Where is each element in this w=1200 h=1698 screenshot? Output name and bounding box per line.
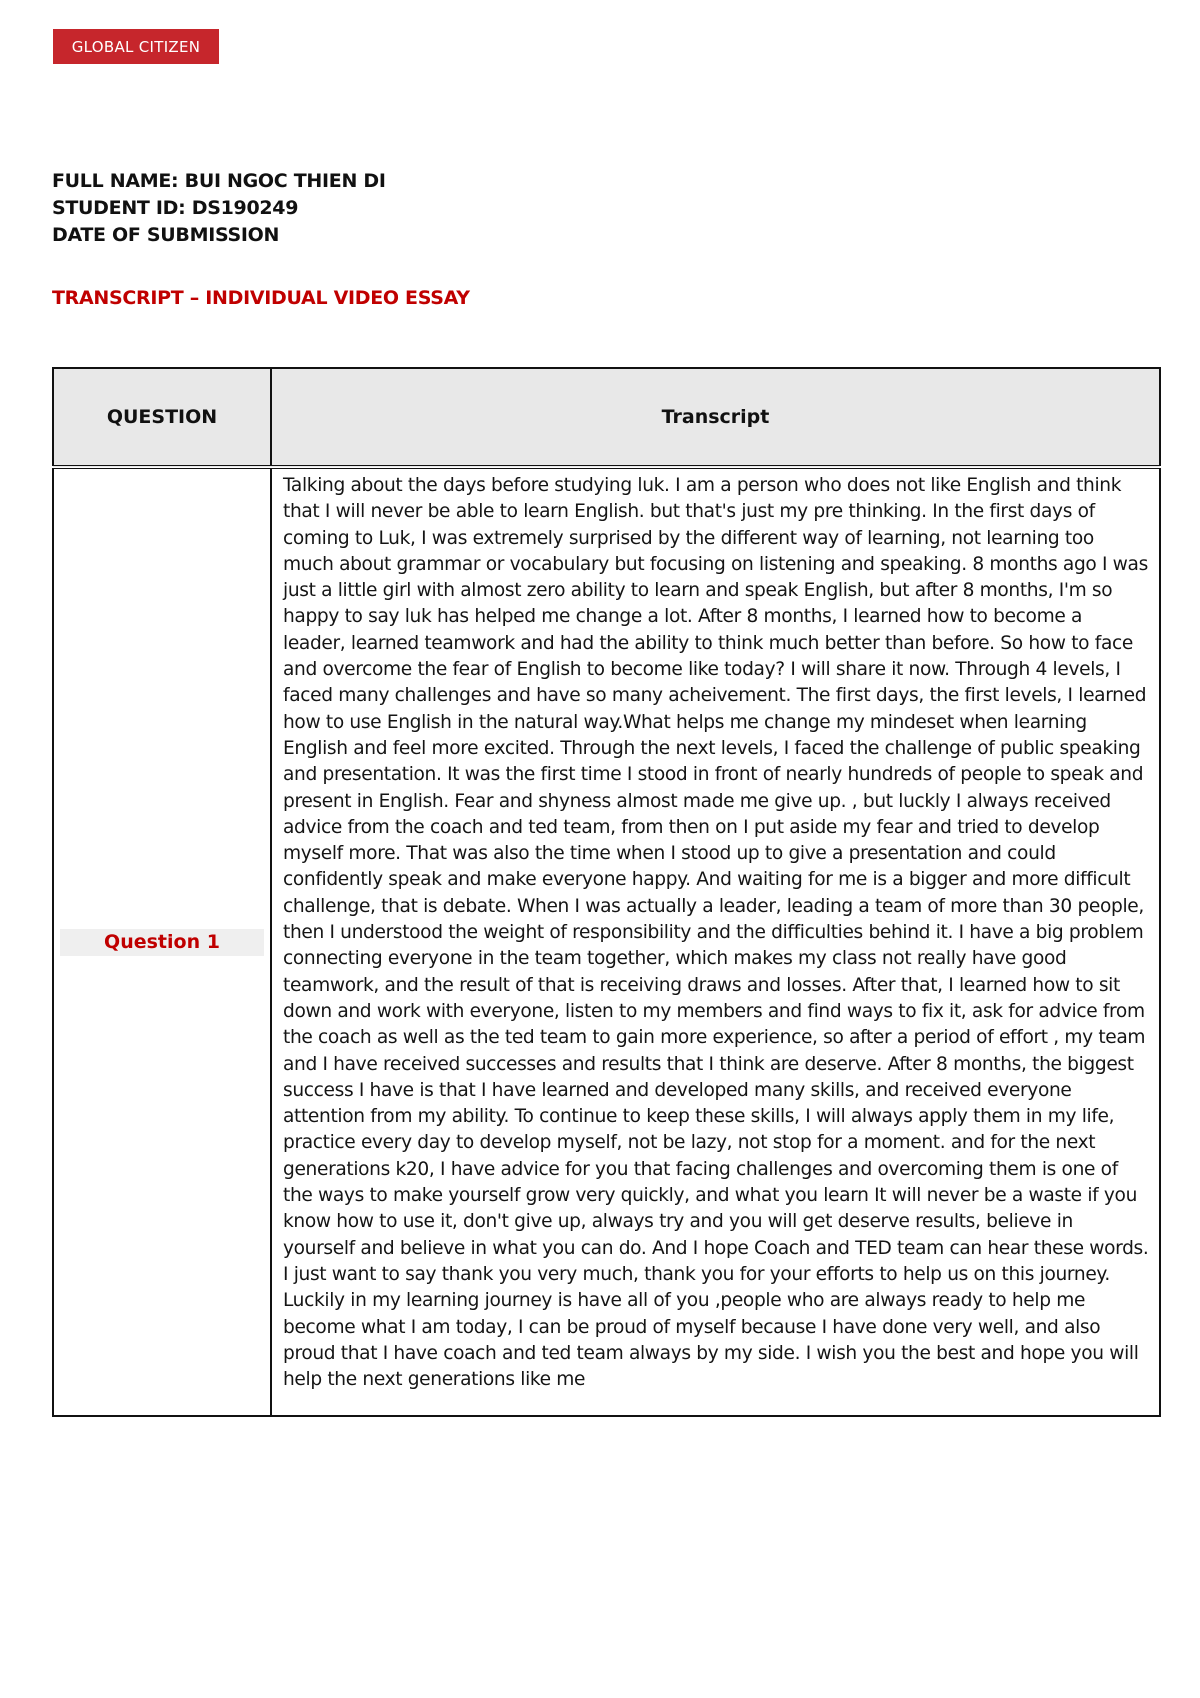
date-of-submission: DATE OF SUBMISSION [52, 224, 280, 246]
student-info [52, 168, 386, 249]
brand-label: GLOBAL CITIZEN [53, 29, 219, 64]
document-heading: TRANSCRIPT – INDIVIDUAL VIDEO ESSAY [52, 287, 470, 309]
transcript-column-header: Transcript [271, 368, 1160, 467]
table-header-row [53, 368, 1160, 467]
table-row [53, 467, 1160, 1416]
transcript-text: Talking about the days before studying luk. I am a person who does not like English and think that I will never be able to learn English. but that's just my pre thinking. In the first days of coming to Luk, I was extremely surprised by the different way of learning, not learning too much about grammar or vocabulary but focusing on listening and speaking. 8 months ago I was just a little girl with almost zero ability to learn and speak English, but after 8 months, I'm so happy to say luk has helped me change a lot. After 8 months, I learned how to become a leader, learned teamwork and had the ability to think much better than before. So how to face and overcome the fear of English to become like today? I will share it now. Through 4 levels, I faced many challenges and have so many acheivement. The first days, the first levels, I learned how to use English in the natural way.What helps me change my mindeset when learning English and feel more excited. Through the next levels, I faced the challenge of public speaking and presentation. It was the first time I stood in front of nearly hundreds of people to speak and present in English. Fear and shyness almost made me give up. , but luckly I always received advice from the coach and ted team, from then on I put aside my fear and tried to develop myself more. That was also the time when I stood up to give a presentation and could confidently speak and make everyone happy. And waiting for me is a bigger and more difficult challenge, that is debate. When I was actually a leader, leading a team of more than 30 people, then I understood the weight of responsibility and the difficulties behind it. I have a big problem connecting everyone in the team together, which makes my class not really have good teamwork, and the result of that is receiving draws and losses. After that, I learned how to sit down and work with everyone, listen to my members and find ways to fix it, ask for advice from the coach as well as the ted team to gain more experience, so after a period of effort , my team and I have received successes and results that I think are deserve. After 8 months, the biggest success I have is that I have learned and developed many skills, and received everyone attention from my ability. To continue to keep these skills, I will always apply them in my life, practice every day to develop myself, not be lazy, not stop for a moment. and for the next generations k20, I have advice for you that facing challenges and overcoming them is one of the ways to make yourself grow very quickly, and what you learn It will never be a waste if you know how to use it, don't give up, always try and you will get deserve results, believe in yourself and believe in what you can do. And I hope Coach and TED team can hear these words. I just want to say thank you very much, thank you for your efforts to help us on this journey. Luckily in my learning journey is have all of you ,people who are always ready to help me become what I am today, I can be proud of myself because I have done very well, and also proud that I have coach and ted team always by my side. I wish you the best and hope you will help the next generations like me [283, 475, 1149, 1391]
full-name: FULL NAME: BUI NGOC THIEN DI [52, 170, 386, 192]
transcript-cell [271, 467, 1160, 1416]
transcript-table [52, 367, 1161, 1417]
question-label: Question 1 [60, 929, 264, 956]
student-id: STUDENT ID: DS190249 [52, 197, 299, 219]
question-column-header: QUESTION [53, 368, 271, 467]
question-cell [53, 467, 271, 1416]
